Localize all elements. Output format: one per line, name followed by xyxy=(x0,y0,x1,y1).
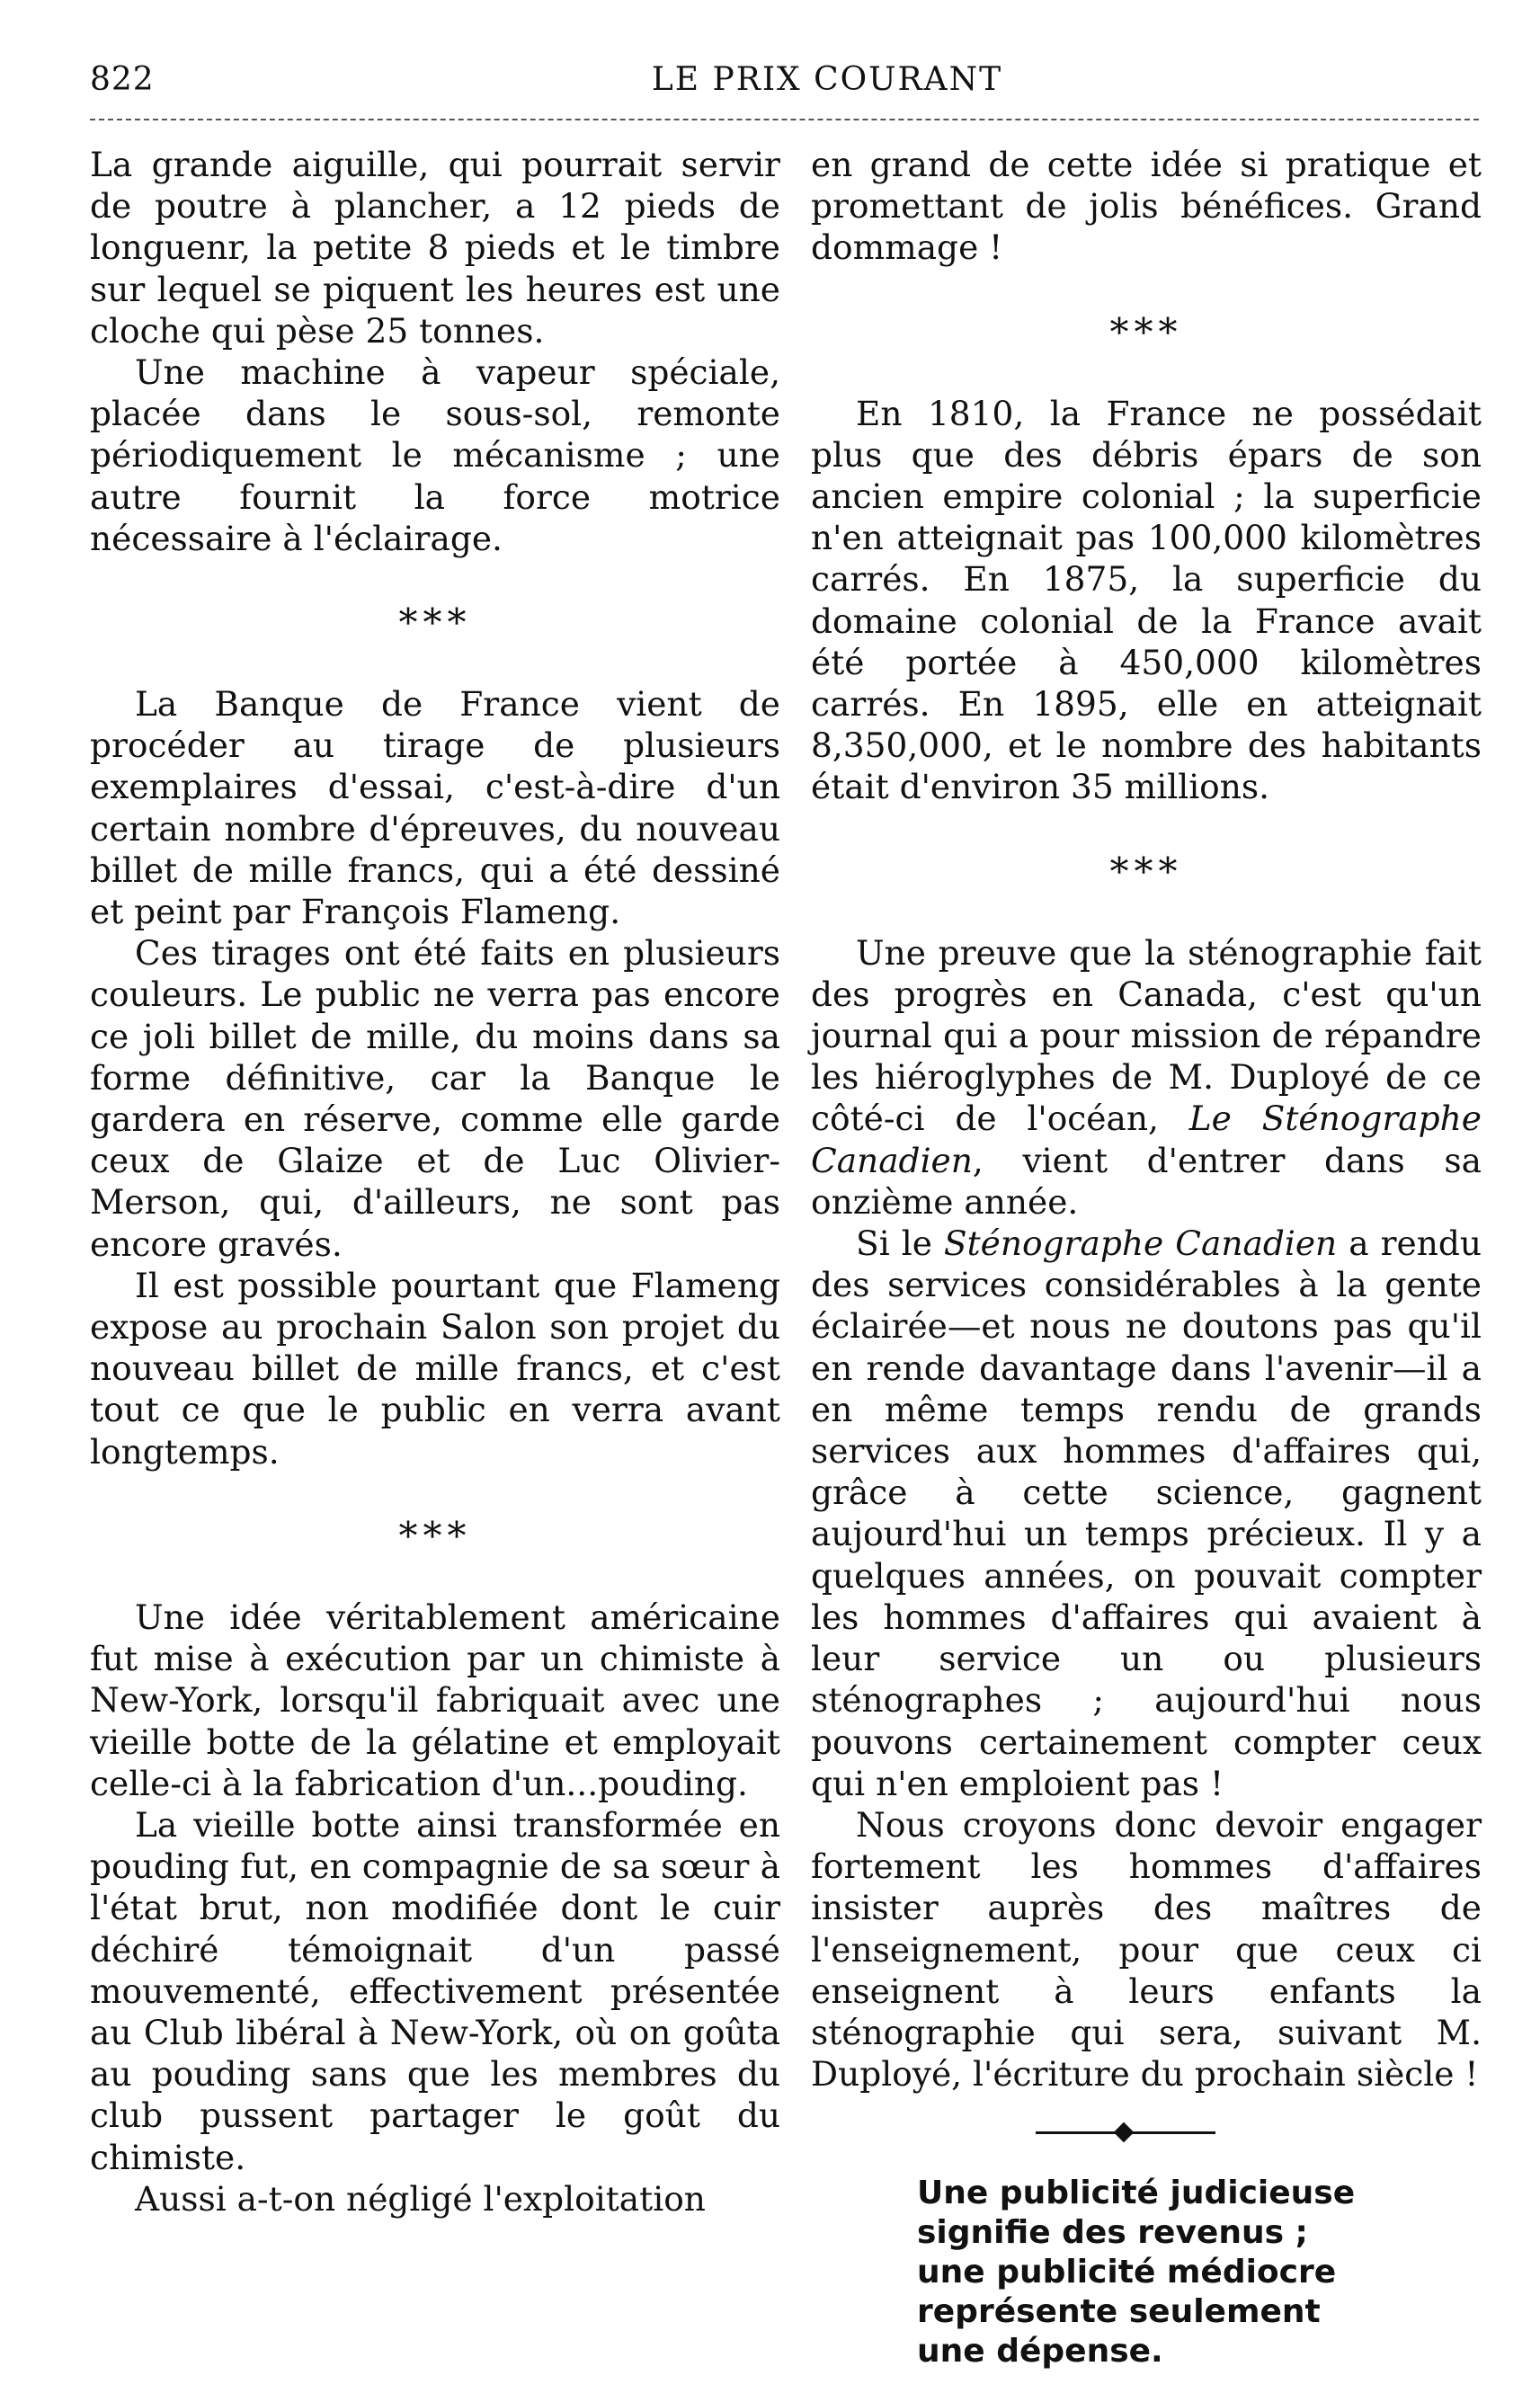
asterism: *** xyxy=(1109,309,1183,354)
article-paragraph xyxy=(811,932,1482,1223)
article-paragraph: Une machine à vapeur spéciale, placée dans le sous-sol, remonte périodiquement le mécanisme ; une autre fournit la force motrice nécessaire à l'éclairage. xyxy=(90,352,780,558)
article-paragraph: Ces tirages ont été faits en plusieurs couleurs. Le public ne verra pas encore ce joli billet de mille, du moins dans sa forme définitive, car la Banque le gardera en réserve, comme elle garde ceux de Glaize et de Luc Olivier-Merson, qui, d'ailleurs, ne sont pas encore gravés. xyxy=(90,933,780,1264)
right-column xyxy=(811,144,1482,2371)
article-paragraph: Nous croyons donc devoir engager fortement les hommes d'affaires insister auprès des maîtres de l'enseignement, pour que ceux ci enseignent à leurs enfants la sténographie qui sera, suivant M. Duployé, l'écriture du prochain siècle ! xyxy=(811,1804,1482,2095)
text-run: Une preuve que la sténographie fait des progrès en Canada, c'est qu'un journal qui a pour mission de répandre les hiéroglyphes de M. Duployé de ce côté-ci de l'océan, xyxy=(811,932,1482,1139)
article-paragraph: La vieille botte ainsi transformée en pouding fut, en compagnie de sa sœur à l'état brut, non modifiée dont le cuir déchiré témoignait d'un passé mouvementé, effectivement présentée au Club libéral à New-York, où on goûta au pouding sans que les membres du club pussent partager le goût du chimiste. xyxy=(90,1804,780,2177)
article-paragraph: En 1810, la France ne possédait plus que des débris épars de son ancien empire colonial ; la superficie n'en atteignait pas 100,000 kilomètres carrés. En 1875, la superficie du domaine colonial de la France avait été portée à 450,000 kilomètres carrés. En 1895, elle en atteignait 8,350,000, et le nombre des habitants était d'environ 35 millions. xyxy=(811,393,1482,807)
asterism: *** xyxy=(398,1513,472,1558)
article-paragraph xyxy=(811,1223,1482,1804)
article-paragraph: La Banque de France vient de procéder au tirage de plusieurs exemplaires d'essai, c'est-à-dire d'un certain nombre d'épreuves, du nouveau billet de mille francs, qui a été dessiné et peint par François Flameng. xyxy=(90,684,780,932)
text-run: , vient d'entrer dans sa onzième année. xyxy=(811,1140,1482,1222)
article-paragraph: La grande aiguille, qui pourrait servir de poutre à plancher, a 12 pieds de longuenr, la petite 8 pieds et le timbre sur lequel se piquent les heures est une cloche qui pèse 25 tonnes. xyxy=(90,145,780,351)
journal-title: Le Sténographe Canadien xyxy=(811,1099,1482,1180)
journal-title: Sténographe Canadien xyxy=(943,1223,1338,1264)
header-rule xyxy=(90,119,1479,120)
article-paragraph: Il est possible pourtant que Flameng expose au prochain Salon son projet du nouveau billet de mille francs, et c'est tout ce que le public en verra avant longtemps. xyxy=(90,1265,780,1472)
left-column xyxy=(90,144,780,2220)
section-separator xyxy=(811,808,1482,932)
diamond-ornament-icon xyxy=(1114,2122,1135,2143)
running-title: LE PRIX COURANT xyxy=(651,61,1003,98)
section-separator xyxy=(90,559,780,683)
article-paragraph: Aussi a-t-on négligé l'exploitation xyxy=(135,2178,706,2219)
article-paragraph: en grand de cette idée si pratique et promettant de jolis bénéfices. Grand dommage ! xyxy=(811,145,1482,268)
page-header xyxy=(90,56,1479,110)
asterism: *** xyxy=(398,600,472,645)
page-number: 822 xyxy=(90,61,155,98)
section-separator xyxy=(90,1472,780,1597)
article-paragraph: Une idée véritablement américaine fut mise à exécution par un chimiste à New-York, lorsqu'il fabriquait avec une vieille botte de la gélatine et employait celle-ci à la fabrication d'un...pouding. xyxy=(90,1597,780,1803)
text-run: Si le xyxy=(856,1223,944,1264)
text-run: a rendu des services considérables à la gente éclairée—et nous ne doutons pas qu'il en rende davantage dans l'avenir—il a en même temps rendu de grands services aux hommes d'affaires qui, grâce à cette science, gagnent aujourd'hui un temps précieux. Il y a quelques années, on pouvait compter les hommes d'affaires qui avaient à leur service un ou plusieurs sténographes ; aujourd'hui nous pouvons certainement compter ceux qui n'en emploient pas ! xyxy=(811,1223,1482,1803)
ornamental-divider xyxy=(811,2114,1482,2150)
asterism: *** xyxy=(1109,849,1183,894)
section-separator xyxy=(811,269,1482,393)
advertising-notice: Une publicité judicieuse signifie des revenus ; une publicité médiocre représente seulement une dépense. xyxy=(917,2175,1356,2371)
